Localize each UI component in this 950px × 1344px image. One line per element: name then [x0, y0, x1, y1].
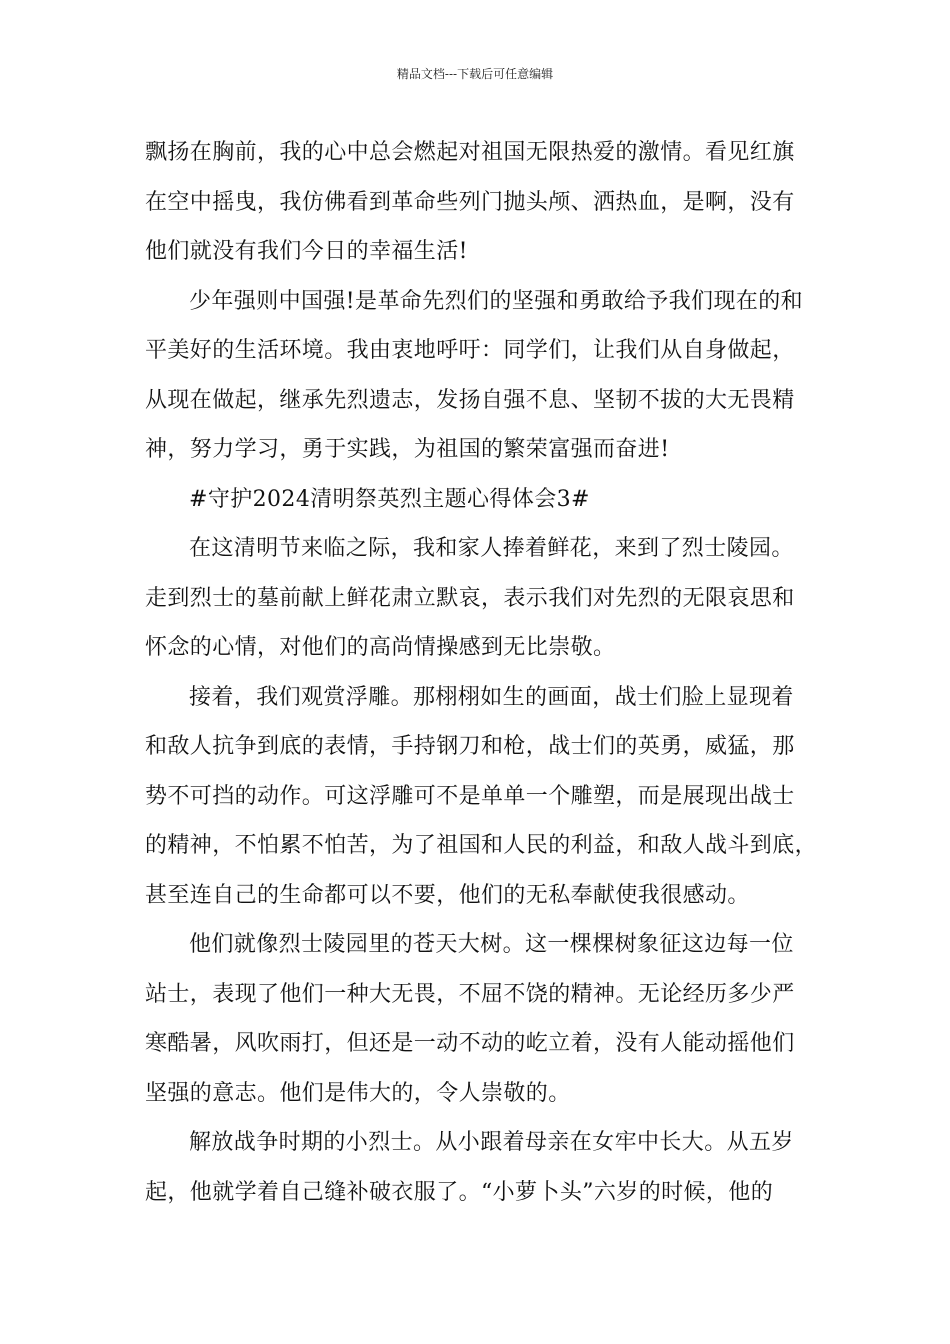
text-line: 坚强的意志。他们是伟大的，令人崇敬的。 [145, 1080, 571, 1106]
text-line: 在空中摇曳，我仿佛看到革命些列门抛头颅、洒热血，是啊，没有 [145, 189, 795, 215]
page-header: 精品文档---下载后可任意编辑 [396, 67, 554, 81]
document-body [145, 128, 820, 1217]
text-line: 平美好的生活环境。我由衷地呼吁：同学们，让我们从自身做起， [145, 338, 795, 363]
paragraph-start-line: 接着，我们观赏浮雕。那栩栩如生的画面，战士们脸上显现着 [189, 684, 794, 710]
text-line: 势不可挡的动作。可这浮雕可不是单单一个雕塑，而是展现出战士 [145, 783, 795, 809]
text-line: 寒酷暑，风吹雨打，但还是一动不动的屹立着，没有人能动摇他们 [145, 1031, 795, 1056]
paragraph-start-line: 解放战争时期的小烈士。从小跟着母亲在女牢中长大。从五岁 [189, 1130, 794, 1155]
text-line: 和敌人抗争到底的表情，手持钢刀和枪，战士们的英勇，威猛，那 [145, 734, 795, 759]
text-line: 走到烈士的墓前献上鲜花肃立默哀，表示我们对先烈的无限哀思和 [145, 585, 795, 611]
text-line: 的精神，不怕累不怕苦，为了祖国和人民的利益，和敌人战斗到底， [145, 833, 818, 858]
text-line: 起，他就学着自己缝补破衣服了。“小萝卜头”六岁的时候，他的 [145, 1179, 774, 1205]
text-line: 他们就没有我们今日的幸福生活! [145, 239, 468, 264]
text-line: 从现在做起，继承先烈遗志，发扬自强不息、坚韧不拔的大无畏精 [145, 387, 795, 413]
text-line: 飘扬在胸前，我的心中总会燃起对祖国无限热爱的激情。看见红旗 [145, 140, 795, 165]
text-line: 怀念的心情，对他们的高尚情操感到无比崇敬。 [145, 635, 616, 660]
paragraph-start-line: 在这清明节来临之际，我和家人捧着鲜花，来到了烈士陵园。 [189, 536, 794, 561]
paragraph-start-line: 少年强则中国强!是革命先烈们的坚强和勇敢给予我们现在的和 [189, 288, 804, 314]
text-line: 甚至连自己的生命都可以不要，他们的无私奉献使我很感动。 [145, 882, 750, 908]
text-line: 神，努力学习，勇于实践，为祖国的繁荣富强而奋进! [145, 437, 670, 462]
section-heading: #守护2024清明祭英烈主题心得体会3# [189, 486, 590, 512]
paragraph-start-line: 他们就像烈士陵园里的苍天大树。这一棵棵树象征这边每一位 [189, 932, 794, 957]
text-line: 站士，表现了他们一种大无畏，不屈不饶的精神。无论经历多少严 [145, 981, 795, 1007]
